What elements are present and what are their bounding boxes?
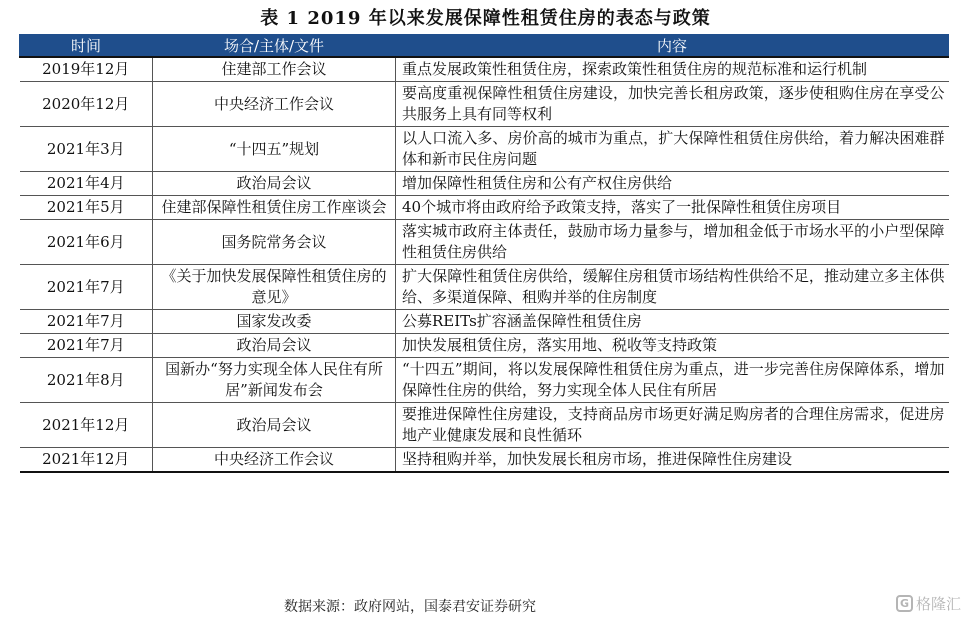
header-venue: 场合/主体/文件 (153, 35, 396, 58)
watermark-logo-icon: G (896, 595, 913, 612)
row-venue: 中央经济工作会议 (153, 448, 396, 473)
row-content: “十四五”期间，将以发展保障性租赁住房为重点，进一步完善住房保障体系，增加保障性住房的供给，努力实现全体人民住有所居 (396, 358, 949, 403)
header-content: 内容 (396, 35, 949, 58)
row-content: 公募REITs扩容涵盖保障性租赁住房 (396, 310, 949, 334)
row-venue: 《关于加快发展保障性租赁住房的意见》 (153, 265, 396, 310)
table-header-row (20, 35, 949, 58)
table-row (20, 127, 949, 172)
row-time: 2021年3月 (20, 127, 153, 172)
row-content: 坚持租购并举，加快发展长租房市场，推进保障性住房建设 (396, 448, 949, 473)
row-time: 2021年12月 (20, 403, 153, 448)
row-venue: 国家发改委 (153, 310, 396, 334)
table-title: 表 1 2019 年以来发展保障性租赁住房的表态与政策 (260, 8, 711, 29)
row-venue: 国务院常务会议 (153, 220, 396, 265)
row-content: 加快发展租赁住房，落实用地、税收等支持政策 (396, 334, 949, 358)
table-row (20, 82, 949, 127)
row-content: 要高度重视保障性租赁住房建设，加快完善长租房政策，逐步使租购住房在享受公共服务上具有同等权利 (396, 82, 949, 127)
watermark (896, 593, 961, 614)
row-time: 2021年12月 (20, 448, 153, 473)
table-row (20, 358, 949, 403)
table-row (20, 196, 949, 220)
table-row (20, 310, 949, 334)
row-time: 2021年7月 (20, 265, 153, 310)
row-time: 2021年7月 (20, 310, 153, 334)
row-time: 2021年6月 (20, 220, 153, 265)
table-row (20, 403, 949, 448)
table-body (20, 57, 949, 472)
row-venue: 政治局会议 (153, 172, 396, 196)
row-time: 2020年12月 (20, 82, 153, 127)
table-row (20, 265, 949, 310)
row-venue: 政治局会议 (153, 403, 396, 448)
row-content: 增加保障性租赁住房和公有产权住房供给 (396, 172, 949, 196)
table-row (20, 448, 949, 473)
table-row (20, 172, 949, 196)
row-venue: 政治局会议 (153, 334, 396, 358)
row-time: 2021年7月 (20, 334, 153, 358)
row-time: 2021年8月 (20, 358, 153, 403)
row-content: 要推进保障性住房建设，支持商品房市场更好满足购房者的合理住房需求，促进房地产业健康发展和良性循环 (396, 403, 949, 448)
row-venue: 中央经济工作会议 (153, 82, 396, 127)
source-note: 数据来源：政府网站，国泰君安证券研究 (284, 599, 536, 615)
row-venue: 住建部工作会议 (153, 57, 396, 82)
row-time: 2021年5月 (20, 196, 153, 220)
row-venue: 住建部保障性租赁住房工作座谈会 (153, 196, 396, 220)
watermark-text: 格隆汇 (915, 595, 961, 613)
row-time: 2021年4月 (20, 172, 153, 196)
table-row (20, 334, 949, 358)
row-content: 扩大保障性租赁住房供给，缓解住房租赁市场结构性供给不足，推动建立多主体供给、多渠道保障、租购并举的住房制度 (396, 265, 949, 310)
row-venue: “十四五”规划 (153, 127, 396, 172)
row-content: 重点发展政策性租赁住房，探索政策性租赁住房的规范标准和运行机制 (396, 57, 949, 82)
row-venue: 国新办“努力实现全体人民住有所居”新闻发布会 (153, 358, 396, 403)
table-row (20, 57, 949, 82)
row-time: 2019年12月 (20, 57, 153, 82)
row-content: 40个城市将由政府给予政策支持，落实了一批保障性租赁住房项目 (396, 196, 949, 220)
row-content: 以人口流入多、房价高的城市为重点，扩大保障性租赁住房供给，着力解决困难群体和新市民住房问题 (396, 127, 949, 172)
policy-table (19, 34, 949, 473)
table-row (20, 220, 949, 265)
row-content: 落实城市政府主体责任，鼓励市场力量参与，增加租金低于市场水平的小户型保障性租赁住房供给 (396, 220, 949, 265)
header-time: 时间 (20, 35, 153, 58)
